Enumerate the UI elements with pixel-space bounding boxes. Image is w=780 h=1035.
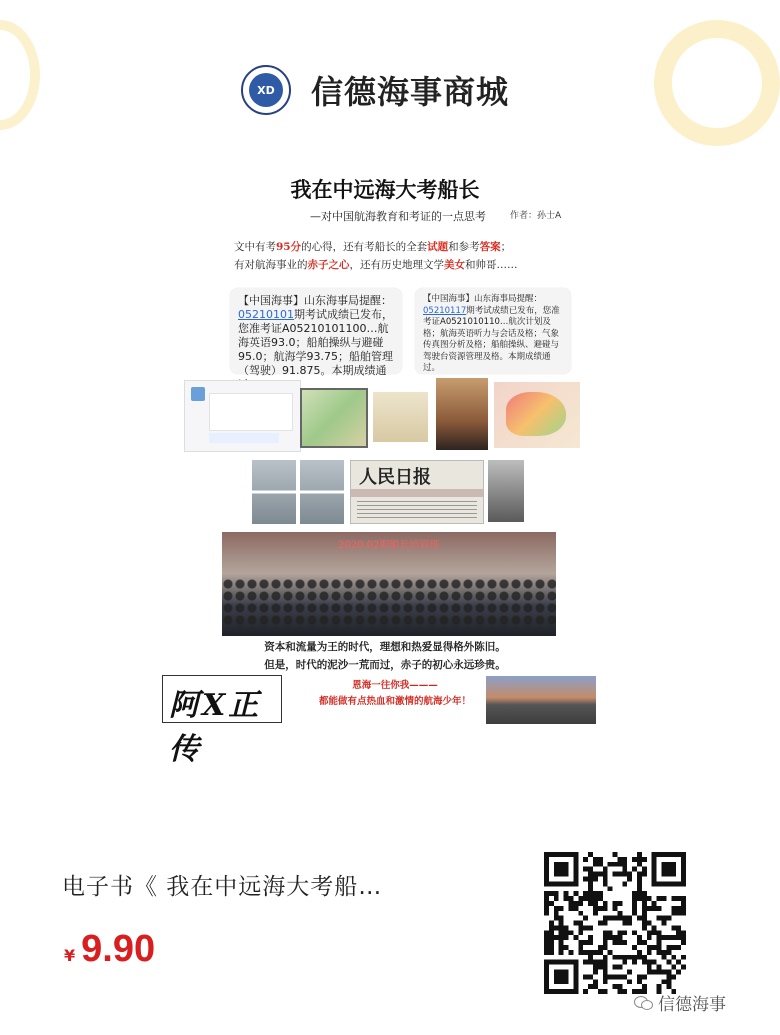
sms-screenshot-1: 【中国海事】山东海事局提醒：05210101期考试成绩已发布，您准考证A05210101100…航海英语93.0；船舶操纵与避碰95.0；航海学93.75；船舶管理（驾驶）91.875。本期成绩通 (230, 288, 402, 374)
shop-header (0, 55, 750, 125)
product-poster-image[interactable] (160, 160, 610, 767)
product-title[interactable]: 电子书《 我在中远海大考船… (62, 874, 383, 900)
movie-poster-image (436, 378, 488, 450)
qr-code[interactable] (544, 852, 686, 994)
wechat-icon (634, 996, 652, 1010)
brand-name: 信德海事 (658, 995, 726, 1015)
wechat-brand-watermark (634, 990, 726, 1015)
road-photo (486, 676, 596, 724)
poster-subtitle: —对中国航海教育和考证的一点思考 (310, 210, 486, 223)
poster-title: 我在中远海大考船长 (290, 177, 480, 202)
poster-author: 作者：孙士A (510, 211, 562, 221)
sms-screenshot-2: 【中国海事】山东海事局提醒：05210117期考试成绩已发布，您准考证A0521010110…航次计划及格；航海英语听力与会话及格；气象传真图分析及格；船舶操纵、避碰与驾驶台资源管理及格。本期成绩通过。 (415, 288, 571, 374)
newspaper-image: 人民日报 (350, 460, 484, 524)
price-amount: 9.90 (81, 928, 156, 970)
poster-intro (234, 238, 564, 274)
sailor-photo (488, 460, 524, 522)
calligraphy-image: 阿X正传 (162, 675, 282, 723)
currency-symbol: ¥ (64, 946, 76, 965)
shop-name: 信德海事商城 (310, 73, 509, 111)
crew-photo-collage (252, 460, 344, 524)
poster-tagline: 资本和流量为王的时代，理想和热爱显得格外陈旧。 但是，时代的泥沙一荒而过，赤子的初心永远珍贵。 (264, 641, 506, 671)
poster-closing: 恩海一往你我——— 都能做有点热血和激情的航海少年！ (318, 680, 471, 707)
chat-screenshot-image (184, 380, 301, 452)
class-photo (222, 532, 556, 636)
old-document-image (373, 392, 428, 442)
shop-logo (241, 65, 291, 115)
logo-mark: XD (249, 73, 283, 107)
class-caption: 2020.02期船长培训班 (338, 540, 440, 551)
intro-line-1: 文中有考95分的心得，还有考船长的全套试题和参考答案； (234, 241, 512, 253)
intro-line-2: 有对航海事业的赤子之心，还有历史地理文学美女和帅哥…… (234, 259, 518, 271)
product-price (64, 928, 155, 971)
china-map-image (494, 382, 580, 448)
sea-chart-image (300, 388, 368, 448)
